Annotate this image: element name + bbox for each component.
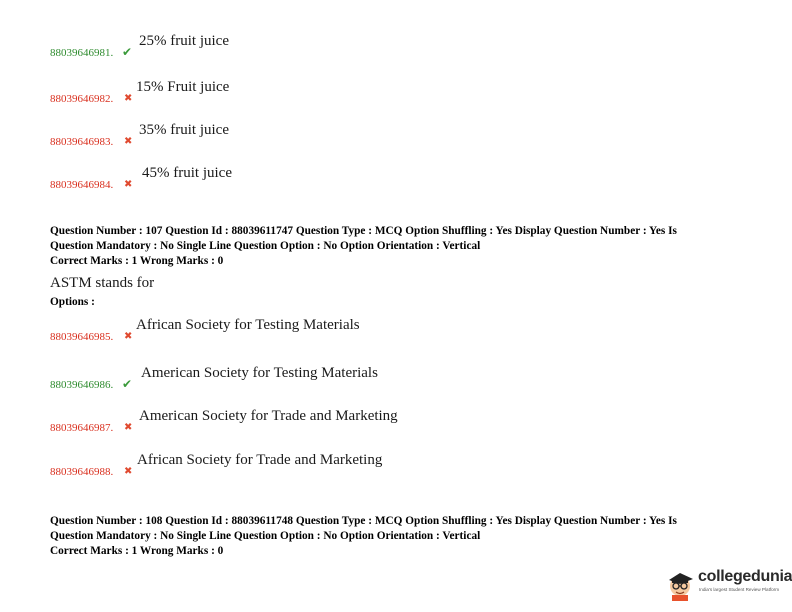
cross-icon: ✖ [124,422,133,433]
option-text: American Society for Trade and Marketing [139,408,398,424]
option-text: African Society for Testing Materials [136,317,360,333]
question-meta-line: Question Mandatory : No Single Line Question Option : No Option Orientation : Vertical [50,529,481,542]
question-text: ASTM stands for [50,275,155,291]
option-text: 45% fruit juice [142,165,232,181]
option-id: 88039646983. [50,136,114,148]
question-meta-line: Question Number : 108 Question Id : 88039611748 Question Type : MCQ Option Shuffling : Yes Display Question Number : Yes Is [50,515,677,527]
question-meta-108 [50,514,740,559]
option-text: 15% Fruit juice [136,79,230,95]
question-meta-line: Question Number : 107 Question Id : 88039611747 Question Type : MCQ Option Shuffling : Yes Display Question Number : Yes Is [50,225,677,237]
option-text: 25% fruit juice [139,33,229,49]
option-text: 35% fruit juice [139,122,229,138]
check-icon: ✔ [122,377,133,391]
collegedunia-logo [664,565,792,601]
logo-brand: collegedunia [698,568,792,585]
option-id: 88039646986. [50,379,114,391]
cross-icon: ✖ [124,136,133,147]
cross-icon: ✖ [124,331,133,342]
option-id: 88039646982. [50,93,114,105]
question-meta-line: Question Mandatory : No Single Line Question Option : No Option Orientation : Vertical [50,239,481,252]
cross-icon: ✖ [124,93,133,104]
cross-icon: ✖ [124,466,133,477]
check-icon: ✔ [122,45,133,59]
question-meta-107 [50,224,740,269]
options-label: Options : [50,296,95,308]
option-text: American Society for Testing Materials [141,365,378,381]
option-id: 88039646984. [50,179,114,191]
mascot-icon [664,567,698,601]
question-meta-line: Correct Marks : 1 Wrong Marks : 0 [50,545,224,557]
question-meta-line: Correct Marks : 1 Wrong Marks : 0 [50,255,224,267]
cross-icon: ✖ [124,179,133,190]
option-id: 88039646988. [50,466,114,478]
option-text: African Society for Trade and Marketing [137,452,383,468]
option-id: 88039646981. [50,47,114,59]
option-id: 88039646987. [50,422,114,434]
option-id: 88039646985. [50,331,114,343]
logo-tagline: India's largest Student Review Platform [699,587,780,592]
